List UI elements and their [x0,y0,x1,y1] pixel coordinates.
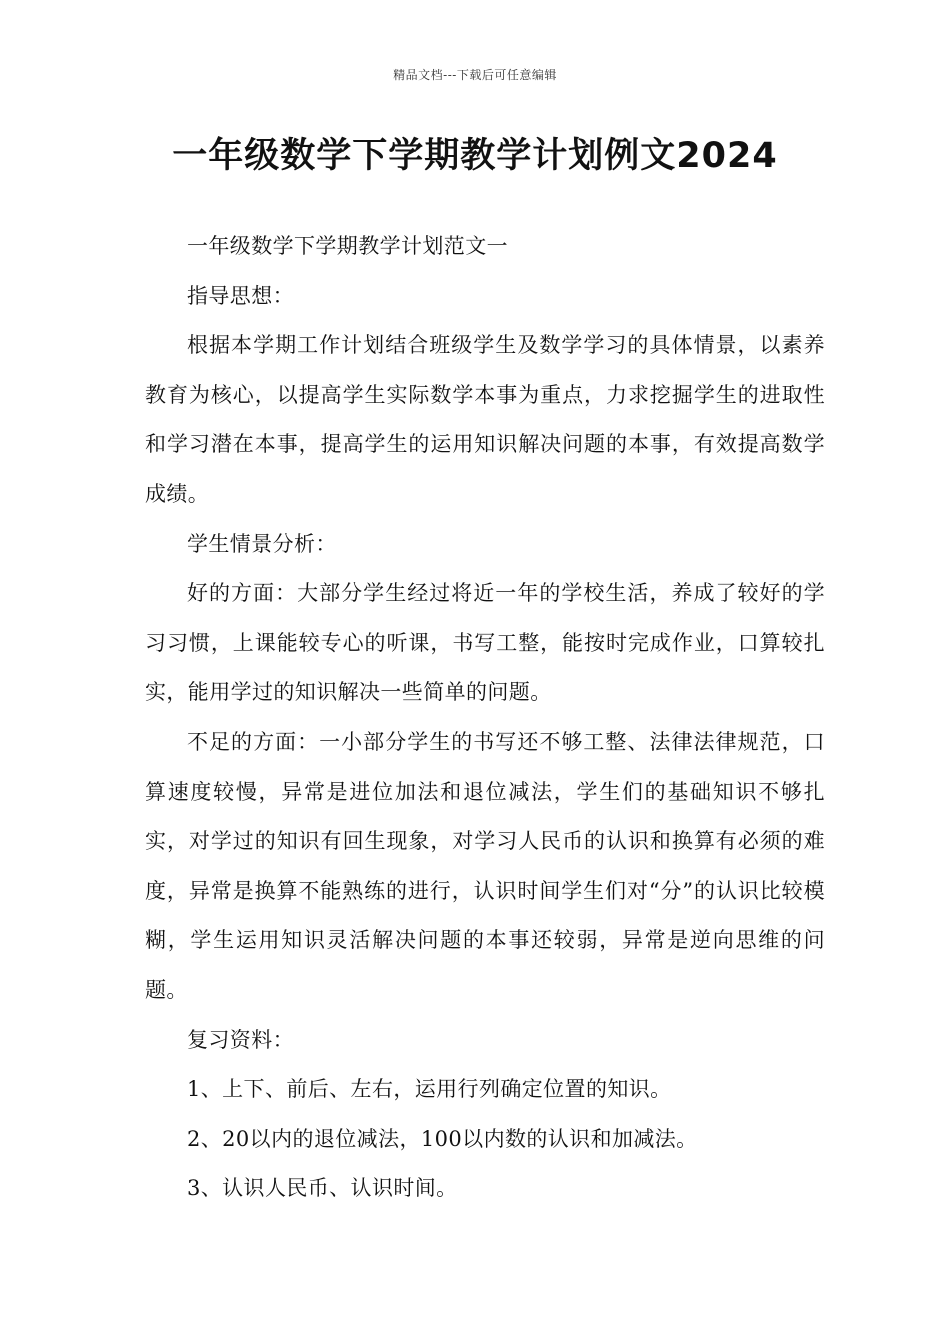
list-item-review-2: 2、20以内的退位减法，100以内数的认识和加减法。 [187,1126,698,1151]
paragraph-strengths: 好的方面：大部分学生经过将近一年的学校生活，养成了较好的学习习惯，上课能较专心的听课，书写工整，能按时完成作业，口算较扎实，能用学过的知识解决一些简单的问题。 [145,581,825,705]
paragraph-guiding-thought: 根据本学期工作计划结合班级学生及数学学习的具体情景，以素养教育为核心，以提高学生实际数学本事为重点，力求挖掘学生的进取性和学习潜在本事，提高学生的运用知识解决问题的本事，有效提高数学成绩。 [145,333,825,506]
section-heading-guiding-thought: 指导思想： [187,283,294,308]
section-heading-plan-one: 一年级数学下学期教学计划范文一 [187,234,508,258]
list-item-review-3: 3、认识人民币、认识时间。 [187,1176,458,1201]
document-body [145,222,825,1214]
paragraph-weaknesses: 不足的方面：一小部分学生的书写还不够工整、法律法律规范，口算速度较慢，异常是进位加法和退位减法，学生们的基础知识不够扎实，对学过的知识有回生现象，对学习人民币的认识和换算有必须的难度，异常是换算不能熟练的进行，认识时间学生们对“分”的认识比较模糊，学生运用知识灵活解决问题的本事还较弱，异常是逆向思维的问题。 [145,729,825,1002]
header-note: 精品文档---下载后可任意编辑 [393,68,557,82]
section-heading-student-analysis: 学生情景分析： [187,531,337,556]
list-item-review-1: 1、上下、前后、左右，运用行列确定位置的知识。 [187,1077,672,1102]
section-heading-review-materials: 复习资料： [187,1027,294,1052]
document-title: 一年级数学下学期教学计划例文2024 [172,136,778,176]
